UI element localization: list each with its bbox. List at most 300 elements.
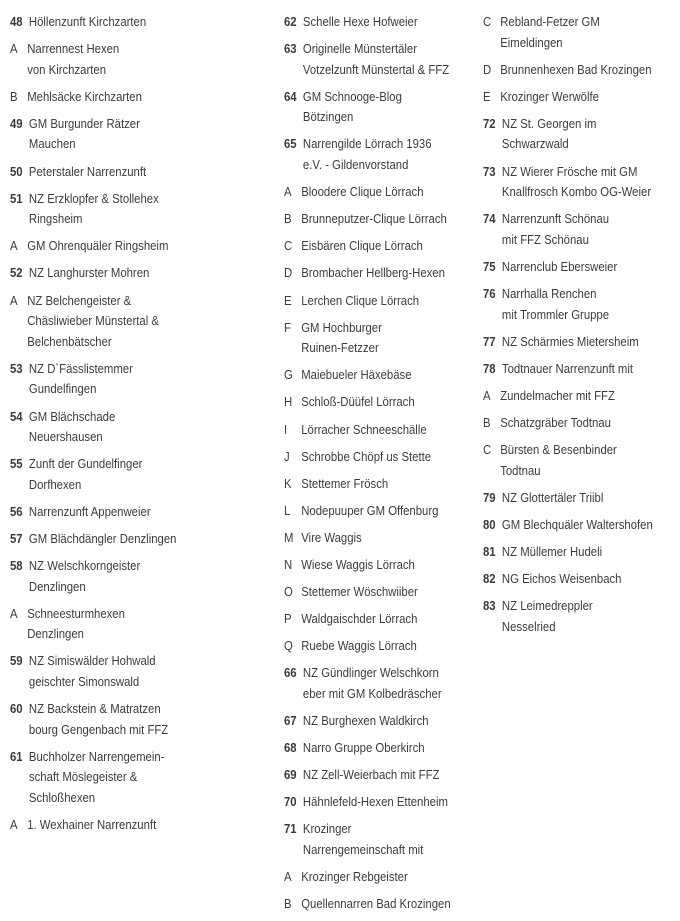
entry-text: NG Eichos Weisenbach — [501, 571, 622, 587]
entry-text: NZ Belchengeister & — [27, 292, 132, 308]
list-entry — [284, 291, 474, 312]
entry-text: Ringsheim — [28, 211, 83, 227]
entry-line — [483, 617, 652, 638]
entry-number: 64 — [284, 88, 297, 104]
entry-number: 65 — [284, 136, 297, 152]
entry-line — [483, 33, 652, 54]
list-entry — [483, 257, 680, 278]
entry-number: 50 — [10, 163, 23, 179]
entry-text: von Kirchzarten — [27, 61, 106, 77]
entry-line — [284, 87, 447, 108]
entry-number: 74 — [483, 211, 496, 227]
entry-line — [10, 720, 235, 741]
list-entry — [284, 318, 474, 359]
entry-text: Todtnauer Narrenzunft mit — [501, 360, 634, 376]
entry-line — [10, 529, 235, 550]
entry-line — [10, 651, 235, 672]
entry-text: Denzlingen — [27, 626, 84, 642]
entry-letter: B — [483, 415, 491, 430]
entry-line — [483, 209, 652, 230]
entry-line — [284, 501, 447, 522]
entry-number: 54 — [10, 408, 23, 424]
list-entry — [284, 420, 474, 441]
list-entry — [284, 663, 474, 704]
entry-line — [483, 461, 652, 482]
entry-text: NZ Erzklopfer & Stollehex — [28, 190, 159, 206]
entry-text: NZ Glottertäler Triibl — [501, 489, 604, 505]
list-entry — [10, 39, 272, 80]
entry-line — [284, 528, 447, 549]
list-entry — [10, 747, 272, 809]
list-entry — [483, 488, 680, 509]
list-entry — [10, 556, 272, 597]
entry-text: Belchenbätscher — [27, 333, 112, 349]
entry-line — [284, 792, 447, 813]
list-entry — [284, 555, 474, 576]
entry-line — [10, 263, 235, 284]
list-entry — [10, 87, 272, 108]
entry-line — [284, 663, 447, 684]
list-entry — [284, 711, 474, 732]
entry-letter: B — [284, 896, 292, 912]
list-entry — [483, 87, 680, 108]
list-entry — [10, 114, 272, 155]
entry-text: Todtnau — [500, 462, 541, 478]
list-entry — [483, 413, 680, 434]
list-entry — [10, 529, 272, 550]
list-entry — [483, 440, 680, 481]
entry-letter: P — [284, 611, 292, 627]
entry-line — [10, 699, 235, 720]
entry-line — [10, 556, 235, 577]
entry-text: Dorfhexen — [28, 476, 82, 492]
list-entry — [284, 792, 474, 813]
entry-text: Narrenzunft Schönau — [501, 211, 610, 227]
entry-text: Schneesturmhexen — [27, 605, 125, 621]
entry-text: Denzlingen — [28, 578, 86, 594]
entry-number: 66 — [284, 665, 297, 681]
entry-letter: O — [284, 584, 293, 600]
entry-line — [10, 672, 235, 693]
entry-line — [10, 767, 235, 788]
entry-line — [10, 454, 235, 475]
entry-line — [483, 386, 652, 407]
entry-number: 70 — [284, 794, 297, 810]
entry-text: Schloßhexen — [28, 790, 96, 805]
entry-letter: D — [284, 265, 293, 281]
entry-text: NZ Wierer Frösche mit GM — [501, 163, 638, 179]
entry-letter: A — [10, 41, 18, 57]
entry-text: GM Burgunder Rätzer — [28, 115, 140, 131]
entry-text: bourg Gengenbach mit FFZ — [28, 721, 169, 737]
column-3 — [483, 12, 680, 644]
entry-text: geischter Simonswald — [28, 674, 140, 690]
list-entry — [483, 596, 680, 637]
list-entry — [10, 12, 272, 33]
entry-letter: N — [284, 556, 293, 572]
entry-text: Nesselried — [501, 618, 556, 634]
entry-number: 55 — [10, 456, 23, 472]
entry-line — [284, 236, 447, 257]
list-entry — [483, 12, 680, 53]
entry-line — [284, 447, 447, 468]
entry-number: 79 — [483, 489, 496, 505]
entry-line — [483, 332, 652, 353]
entry-letter: G — [284, 367, 293, 383]
list-entry — [284, 263, 474, 284]
entry-line — [284, 711, 447, 732]
entry-text: Schelle Hexe Hofweier — [302, 14, 418, 29]
entry-text: Eisbären Clique Lörrach — [301, 238, 423, 254]
entry-line — [483, 134, 652, 155]
list-entry — [284, 636, 474, 657]
entry-text: Peterstaler Narrenzunft — [28, 163, 147, 179]
entry-letter: J — [284, 448, 290, 464]
entry-number: 61 — [10, 748, 23, 764]
entry-text: Lerchen Clique Lörrach — [301, 292, 420, 308]
entry-line — [284, 209, 447, 230]
entry-line — [10, 359, 235, 380]
entry-number: 52 — [10, 265, 23, 281]
entry-text: Lörracher Schneeschälle — [301, 421, 427, 437]
entry-text: Narrennest Hexen — [27, 41, 120, 57]
list-entry — [483, 162, 680, 203]
entry-text: Ruinen-Fetzzer — [301, 340, 379, 356]
list-entry — [10, 699, 272, 740]
entry-line — [284, 318, 447, 339]
entry-text: Quellennarren Bad Krozingen — [301, 896, 451, 912]
entry-letter: B — [10, 88, 18, 104]
entry-line — [483, 569, 652, 590]
entry-letter: A — [284, 869, 292, 885]
entry-text: NZ Zell-Weierbach mit FFZ — [302, 767, 440, 783]
entry-line — [10, 189, 235, 210]
entry-line — [483, 359, 652, 380]
entry-text: Neuershausen — [28, 429, 103, 445]
entry-letter: B — [284, 211, 292, 227]
entry-text: Schatzgräber Todtnau — [500, 415, 611, 430]
entry-text: NZ Müllemer Hudeli — [501, 543, 603, 559]
entry-line — [284, 39, 447, 60]
list-entry — [483, 114, 680, 155]
entry-line — [284, 636, 447, 657]
entry-line — [483, 488, 652, 509]
entry-text: NZ Leimedreppler — [501, 598, 593, 614]
entry-text: Wiese Waggis Lörrach — [301, 556, 415, 572]
entry-text: Nodepuuper GM Offenburg — [301, 502, 439, 518]
entry-number: 83 — [483, 598, 496, 614]
entry-line — [10, 407, 235, 428]
list-entry — [483, 542, 680, 563]
list-entry — [483, 284, 680, 325]
list-entry — [483, 359, 680, 380]
list-entry — [10, 263, 272, 284]
entry-line — [10, 39, 235, 60]
entry-line — [483, 162, 652, 183]
entry-line — [284, 555, 447, 576]
entry-number: 59 — [10, 653, 23, 669]
entry-number: 53 — [10, 360, 23, 376]
entry-text: Mehlsäcke Kirchzarten — [27, 88, 142, 104]
list-entry — [10, 162, 272, 183]
entry-number: 78 — [483, 360, 496, 376]
entry-letter: L — [284, 502, 291, 518]
entry-line — [483, 440, 652, 461]
entry-text: Hähnlefeld-Hexen Ettenheim — [302, 794, 448, 810]
entry-line — [284, 12, 447, 33]
entry-text: GM Bläch​schade — [28, 408, 116, 424]
entry-line — [10, 502, 235, 523]
entry-number: 76 — [483, 286, 496, 302]
entry-letter: A — [284, 184, 292, 200]
entry-line — [10, 577, 235, 598]
entry-text: NZ Gündlinger Welschkorn — [302, 665, 439, 681]
entry-line — [284, 582, 447, 603]
list-entry — [483, 386, 680, 407]
entry-text: GM Hochburger — [301, 319, 382, 335]
entry-text: Waldgaischder Lörrach — [301, 611, 418, 627]
entry-number: 73 — [483, 163, 496, 179]
entry-letter: I — [284, 421, 288, 437]
entry-line — [483, 182, 652, 203]
entry-text: Zundelmacher mit FFZ — [500, 387, 615, 403]
entry-text: NZ Schärmies Mietersheim — [501, 333, 639, 349]
entry-text: Rebland-Fetzer GM — [500, 14, 600, 29]
entry-text: Narrenclub Ebersweier — [501, 258, 618, 274]
entry-text: Narrengilde Lörrach 1936 — [302, 136, 432, 152]
entry-text: GM Ohrenquäler Ringsheim — [27, 238, 169, 254]
entry-text: Brunnenhexen Bad Krozingen — [500, 61, 652, 77]
entry-number: 71 — [284, 821, 297, 837]
list-entry — [284, 236, 474, 257]
entry-number: 57 — [10, 530, 23, 546]
entry-letter: A — [483, 387, 491, 403]
entry-line — [10, 291, 235, 312]
entry-text: Höllenzunft Kirchzarten — [28, 14, 147, 29]
entry-line — [483, 87, 652, 108]
entry-letter: K — [284, 475, 292, 491]
list-entry — [10, 236, 272, 257]
entry-number: 63 — [284, 41, 297, 57]
entry-line — [10, 747, 235, 768]
entry-text: Gundelfingen — [28, 381, 97, 397]
entry-text: NZ Burghexen Waldkirch — [302, 713, 429, 729]
entry-line — [483, 114, 652, 135]
entry-line — [284, 263, 447, 284]
entry-number: 68 — [284, 740, 297, 756]
entry-line — [284, 867, 447, 888]
entry-text: NZ Langhurster Mohren — [28, 265, 150, 281]
entry-line — [10, 12, 235, 33]
entry-text: GM Blächdängler Denzlingen — [28, 530, 177, 546]
list-entry — [284, 12, 474, 33]
entry-line — [284, 420, 447, 441]
entry-text: NZ Backstein & Matratzen — [28, 701, 161, 717]
entry-line — [284, 474, 447, 495]
entry-text: Mauchen — [28, 136, 76, 152]
entry-line — [284, 738, 447, 759]
entry-number: 69 — [284, 767, 297, 783]
entry-line — [284, 60, 450, 81]
entry-text: Narrengemeinschaft mit — [302, 842, 424, 857]
list-entry — [284, 182, 474, 203]
entry-text: Originelle Münstertäler — [302, 41, 418, 57]
entry-letter: F — [284, 319, 291, 335]
list-entry — [284, 528, 474, 549]
entry-line — [10, 788, 235, 809]
entry-line — [10, 311, 235, 332]
entry-line — [284, 392, 447, 413]
entry-line — [483, 596, 652, 617]
list-entry — [483, 332, 680, 353]
entry-text: Bürsten & Besenbinder — [500, 442, 617, 458]
list-entry — [10, 189, 272, 230]
list-entry — [284, 447, 474, 468]
entry-text: NZ Welschkorngeister — [28, 558, 141, 574]
list-entry — [10, 604, 272, 645]
entry-letter: C — [483, 442, 492, 458]
entry-letter: E — [284, 292, 292, 308]
entry-text: Votzelzunft Münstertal & FFZ — [302, 61, 450, 77]
entry-line — [483, 413, 652, 434]
entry-letter: A — [10, 605, 18, 621]
entry-line — [284, 291, 447, 312]
list-entry — [284, 39, 474, 80]
entry-text: mit Trommler Gruppe — [501, 306, 610, 322]
list-entry — [284, 582, 474, 603]
list-entry — [284, 819, 474, 860]
entry-line — [10, 332, 235, 353]
entry-line — [10, 236, 235, 257]
entry-line — [10, 815, 235, 836]
list-entry — [284, 501, 474, 522]
entry-line — [10, 60, 235, 81]
list-entry — [284, 474, 474, 495]
entry-text: Zunft der Gundelfinger — [28, 456, 143, 472]
entry-line — [483, 230, 652, 251]
entry-line — [284, 819, 447, 840]
list-entry — [483, 569, 680, 590]
list-entry — [284, 738, 474, 759]
entry-text: Brunneputzer-Clique Lörrach — [301, 211, 447, 227]
entry-text: Vire Waggis — [301, 529, 362, 545]
entry-line — [483, 305, 652, 326]
entry-number: 81 — [483, 543, 496, 559]
entry-text: Buchholzer Narrengemein- — [28, 748, 165, 764]
entry-line — [10, 379, 235, 400]
entry-number: 82 — [483, 571, 496, 587]
entry-text: Narro Gruppe Oberkirch — [302, 740, 425, 756]
entry-text: Knallfrosch Kombo OG-Weier — [501, 184, 652, 200]
entry-text: Eimeldingen — [500, 34, 563, 50]
entry-line — [284, 338, 447, 359]
entry-line — [284, 840, 447, 861]
entry-letter: D — [483, 61, 492, 77]
entry-line — [284, 365, 447, 386]
list-entry — [284, 87, 474, 128]
entry-number: 58 — [10, 558, 23, 574]
entry-number: 75 — [483, 258, 496, 274]
list-entry — [10, 502, 272, 523]
entry-text: NZ St. Georgen im — [501, 115, 597, 131]
entry-text: Brombacher Hellberg-Hexen — [301, 265, 445, 281]
list-entry — [284, 392, 474, 413]
list-entry — [10, 291, 272, 353]
list-entry — [284, 894, 474, 915]
entry-line — [10, 114, 235, 135]
entry-line — [10, 87, 235, 108]
list-entry — [10, 359, 272, 400]
entry-number: 60 — [10, 701, 23, 717]
entry-text: schaft Möslegeister & — [28, 769, 138, 785]
list-entry — [284, 365, 474, 386]
list-entry — [483, 515, 680, 536]
entry-text: NZ Simiswälder Hohwald — [28, 653, 156, 669]
entry-line — [284, 609, 447, 630]
list-entry — [10, 815, 272, 836]
entry-line — [10, 475, 235, 496]
list-entry — [483, 60, 680, 81]
entry-number: 48 — [10, 14, 23, 29]
entry-text: Narrhalla Renchen — [501, 286, 597, 302]
entry-line — [483, 542, 652, 563]
column-1 — [10, 12, 272, 842]
entry-number: 67 — [284, 713, 297, 729]
entry-line — [483, 60, 652, 81]
entry-line — [284, 765, 447, 786]
entry-number: 62 — [284, 14, 297, 29]
entry-text: GM Schnooge-Blog — [302, 88, 402, 104]
entry-line — [284, 894, 451, 915]
entry-text: NZ D`Fässlistemmer — [28, 360, 133, 376]
entry-text: Krozinger Werwölfe — [500, 88, 599, 104]
entry-text: e.V. - Gildenvorstand — [302, 157, 409, 173]
entry-text: GM Blechquäler Waltershofen — [501, 516, 653, 532]
entry-text: Maiebueler Häxebäse — [301, 367, 412, 383]
entry-line — [284, 107, 447, 128]
entry-line — [10, 209, 235, 230]
entry-letter: M — [284, 529, 294, 545]
entry-text: Krozinger — [302, 821, 352, 837]
entry-letter: H — [284, 394, 293, 410]
entry-letter: A — [10, 238, 18, 254]
entry-line — [284, 155, 447, 176]
list-entry — [483, 209, 680, 250]
entry-text: Stettemer Frösch — [301, 475, 389, 491]
entry-text: Chäsliwieber Münstertal & — [27, 313, 159, 329]
list-entry — [10, 651, 272, 692]
entry-letter: C — [284, 238, 293, 254]
entry-text: Schrobbe Chöpf us Stette — [301, 448, 432, 464]
entry-line — [10, 427, 235, 448]
list-entry — [10, 407, 272, 448]
entry-letter: A — [10, 292, 18, 308]
entry-text: Narrenzunft Appenweier — [28, 503, 151, 519]
list-entry — [284, 867, 474, 888]
entry-text: Bötzingen — [302, 109, 354, 125]
entry-line — [483, 12, 652, 33]
entry-letter: Q — [284, 638, 293, 654]
entry-letter: C — [483, 14, 492, 29]
entry-text: Schloß-Düüfel Lörrach — [301, 394, 415, 410]
list-entry — [284, 209, 474, 230]
entry-number: 80 — [483, 516, 496, 532]
entry-line — [284, 134, 447, 155]
entry-text: Schwarzwald — [501, 136, 569, 152]
list-entry — [284, 765, 474, 786]
entry-text: 1. Wexhainer Narrenzunft — [27, 817, 157, 833]
entry-letter: A — [10, 817, 18, 833]
